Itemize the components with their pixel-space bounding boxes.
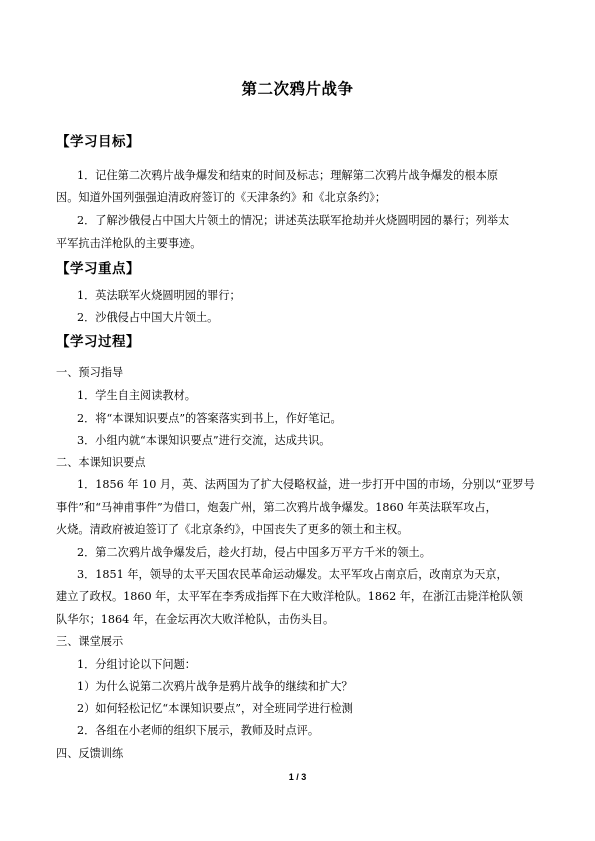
process-line: 1．1856 年 10 月，英、法两国为了扩大侵略权益，进一步打开中国的市场，分别以“亚罗号 <box>77 478 535 491</box>
process-subheading: 二、本课知识要点 <box>56 456 146 469</box>
page-number: 1 / 3 <box>288 772 307 782</box>
process-line: 事件”和“马神甫事件”为借口，炮轰广州，第二次鸦片战争爆发。1860 年英法联军攻占， <box>56 501 497 514</box>
process-line: 1．学生自主阅读教材。 <box>77 389 196 402</box>
process-subheading: 三、课堂展示 <box>56 635 124 648</box>
process-line: 2．将“本课知识要点”的答案落实到书上，作好笔记。 <box>77 412 342 425</box>
goals-line: 2．了解沙俄侵占中国大片领土的情况；讲述英法联军抢劫并火烧圆明园的暴行；列举太 <box>77 214 510 227</box>
section-heading-key-points: 【学习重点】 <box>56 261 140 277</box>
process-line: 3．1851 年，领导的太平天国农民革命运动爆发。太平军攻占南京后，改南京为天京， <box>77 568 508 581</box>
section-heading-goals: 【学习目标】 <box>56 134 140 150</box>
page-title: 第二次鸦片战争 <box>241 80 354 98</box>
process-line: 2）如何轻松记忆“本课知识要点”，对全班同学进行检测 <box>77 702 353 715</box>
process-line: 队华尔；1864 年，在金坛再次大败洋枪队，击伤头目。 <box>56 613 335 626</box>
section-heading-process: 【学习过程】 <box>56 334 140 350</box>
goals-line: 平军抗击洋枪队的主要事迹。 <box>56 237 202 250</box>
goals-line: 因。知道外国列强强迫清政府签订的《天津条约》和《北京条约》； <box>56 191 387 204</box>
process-line: 2．第二次鸦片战争爆发后，趁火打劫，侵占中国多万平方千米的领土。 <box>77 546 431 559</box>
process-line: 3．小组内就“本课知识要点”进行交流，达成共识。 <box>77 434 331 447</box>
process-line: 1）为什么说第二次鸦片战争是鸦片战争的继续和扩大？ <box>77 680 353 693</box>
process-line: 建立了政权。1860 年，太平军在李秀成指挥下在大败洋枪队。1862 年，在浙江击毙洋枪队领 <box>56 590 523 603</box>
process-subheading: 四、反馈训练 <box>56 747 124 760</box>
key-point-line: 2．沙俄侵占中国大片领土。 <box>77 311 219 324</box>
process-line: 火烧。清政府被迫签订了《北京条约》，中国丧失了更多的领土和主权。 <box>56 523 409 536</box>
process-line: 2．各组在小老师的组织下展示，教师及时点评。 <box>77 724 320 737</box>
process-line: 1．分组讨论以下问题： <box>77 658 196 671</box>
process-subheading: 一、预习指导 <box>56 366 124 379</box>
key-point-line: 1．英法联军火烧圆明园的罪行； <box>77 289 241 302</box>
goals-line: 1．记住第二次鸦片战争爆发和结束的时间及标志；理解第二次鸦片战争爆发的根本原 <box>77 169 499 182</box>
